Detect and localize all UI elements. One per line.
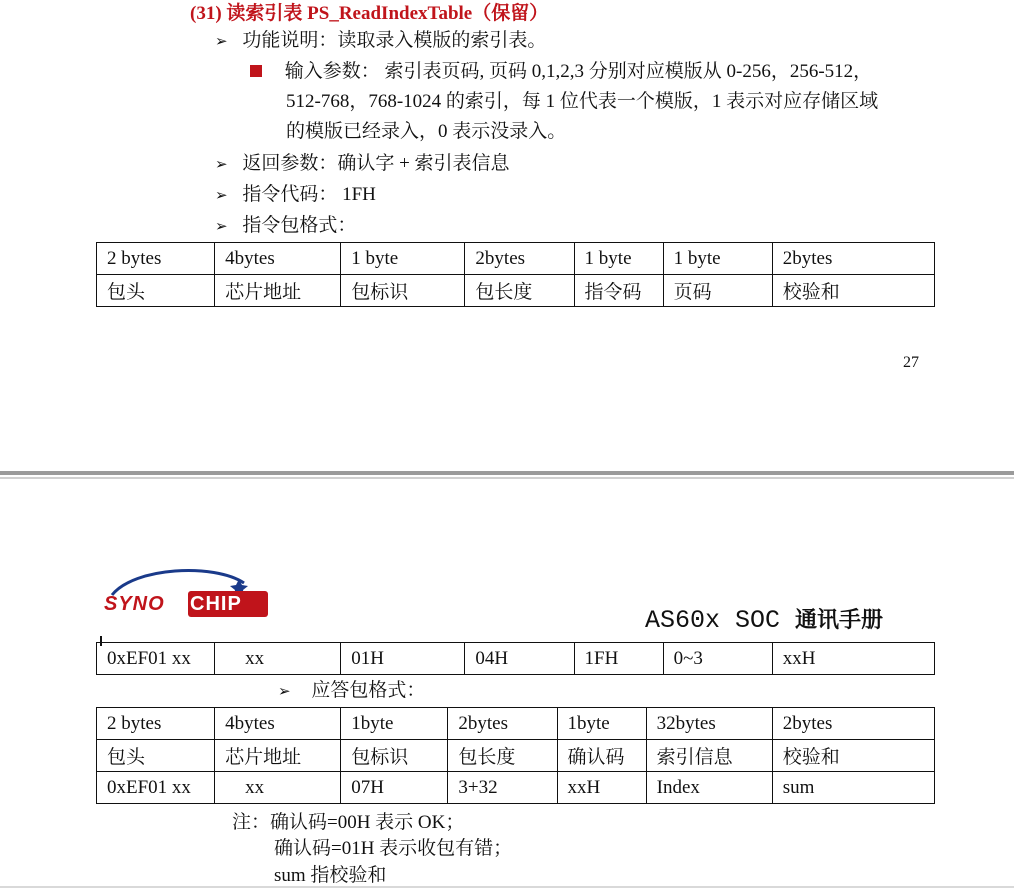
table-row bbox=[97, 275, 935, 307]
table-cell: 0~3 bbox=[663, 643, 772, 675]
return-params-text: 返回参数：确认字 + 索引表信息 bbox=[242, 153, 510, 174]
table-cell: 1FH bbox=[574, 643, 663, 675]
table-cell: 页码 bbox=[663, 275, 772, 307]
table-cell: 2 bytes bbox=[97, 708, 215, 740]
bullet-return-params bbox=[215, 153, 510, 175]
bullet-func-desc bbox=[215, 30, 546, 52]
table-cell: 芯片地址 bbox=[215, 275, 341, 307]
table-row bbox=[97, 772, 935, 804]
logo-text-chip: CHIP bbox=[190, 593, 242, 615]
input-params-line3: 的模版已经录入，0 表示没录入。 bbox=[286, 121, 567, 142]
cmd-packet-text: 指令包格式： bbox=[242, 215, 357, 236]
note-line-1: 注：确认码=00H 表示 OK； bbox=[232, 812, 465, 833]
table-cell: 1byte bbox=[341, 708, 448, 740]
page-separator-shadow bbox=[0, 477, 1014, 479]
table-row bbox=[97, 643, 935, 675]
table-cell: 4bytes bbox=[215, 243, 341, 275]
bullet-cmd-code bbox=[215, 184, 376, 206]
cmd-packet-table bbox=[96, 242, 935, 307]
table-cell: 07H bbox=[341, 772, 448, 804]
input-params-line2: 512-768，768-1024 的索引，每 1 位代表一个模版，1 表示对应存储区域 bbox=[286, 91, 879, 112]
table-cell: 4bytes bbox=[215, 708, 341, 740]
table-cell: 芯片地址 bbox=[215, 740, 341, 772]
table-cell: 包标识 bbox=[341, 275, 465, 307]
table-cell: Index bbox=[646, 772, 772, 804]
doc-title-cn: 通讯手册 bbox=[795, 608, 884, 633]
table-cell: xx bbox=[215, 772, 341, 804]
reply-packet-text: 应答包格式： bbox=[311, 680, 426, 701]
table-cell: 2bytes bbox=[465, 243, 574, 275]
table-cell: 确认码 bbox=[557, 740, 646, 772]
note-line-2: 确认码=01H 表示收包有错； bbox=[274, 838, 513, 859]
table-cell: 2bytes bbox=[772, 708, 934, 740]
table-cell: 3+32 bbox=[448, 772, 557, 804]
table-cell: 包长度 bbox=[448, 740, 557, 772]
table-row bbox=[97, 740, 935, 772]
table-cell: 包头 bbox=[97, 740, 215, 772]
table-cell: xxH bbox=[772, 643, 934, 675]
page-number: 27 bbox=[903, 354, 919, 371]
table-cell: 1 byte bbox=[574, 243, 663, 275]
bullet-cmd-packet bbox=[215, 215, 356, 237]
reply-packet-table bbox=[96, 707, 935, 804]
table-cell: xx bbox=[215, 643, 341, 675]
table-cell: xxH bbox=[557, 772, 646, 804]
table-cell: 1 byte bbox=[663, 243, 772, 275]
square-bullet-icon bbox=[250, 65, 262, 77]
arrow-bullet-icon: ➢ bbox=[215, 32, 228, 50]
table-cell: 1 byte bbox=[341, 243, 465, 275]
section-heading: (31) 读索引表 PS_ReadIndexTable（保留） bbox=[190, 3, 549, 24]
table-cell: 04H bbox=[465, 643, 574, 675]
bullet-reply-packet bbox=[278, 680, 425, 702]
table-cell: 包标识 bbox=[341, 740, 448, 772]
table-cell: 2 bytes bbox=[97, 243, 215, 275]
table-cell: 2bytes bbox=[772, 243, 934, 275]
page-separator bbox=[0, 471, 1014, 475]
document-title bbox=[645, 603, 883, 635]
table-cell: sum bbox=[772, 772, 934, 804]
table-cell: 2bytes bbox=[448, 708, 557, 740]
cmd-code-text: 指令代码： 1FH bbox=[242, 184, 376, 205]
table-row bbox=[97, 243, 935, 275]
table-cell: 指令码 bbox=[574, 275, 663, 307]
table-cell: 包长度 bbox=[465, 275, 574, 307]
table-cell: 包头 bbox=[97, 275, 215, 307]
note-line-3: sum 指校验和 bbox=[274, 865, 387, 886]
table-cell: 索引信息 bbox=[646, 740, 772, 772]
func-desc-text: 功能说明：读取录入模版的索引表。 bbox=[242, 30, 547, 51]
arrow-bullet-icon: ➢ bbox=[215, 186, 228, 204]
cmd-packet-table-continued bbox=[96, 642, 935, 675]
doc-title-latin: AS60x SOC bbox=[645, 606, 781, 635]
table-cell: 校验和 bbox=[772, 740, 934, 772]
input-params-line1: 输入参数： 索引表页码, 页码 0,1,2,3 分别对应模版从 0-256，256-512， bbox=[284, 61, 873, 82]
table-cell: 32bytes bbox=[646, 708, 772, 740]
logo-text-syno: SYNO bbox=[104, 593, 165, 615]
table-cell: 0xEF01 xx bbox=[97, 643, 215, 675]
table-cell: 01H bbox=[341, 643, 465, 675]
bullet-input-params bbox=[250, 61, 872, 83]
table-cell: 0xEF01 xx bbox=[97, 772, 215, 804]
bottom-edge bbox=[0, 886, 1014, 888]
table-cell: 校验和 bbox=[772, 275, 934, 307]
table-row bbox=[97, 708, 935, 740]
arrow-bullet-icon: ➢ bbox=[278, 682, 291, 700]
synochip-logo bbox=[104, 565, 270, 620]
arrow-bullet-icon: ➢ bbox=[215, 217, 228, 235]
arrow-bullet-icon: ➢ bbox=[215, 155, 228, 173]
table-cell: 1byte bbox=[557, 708, 646, 740]
